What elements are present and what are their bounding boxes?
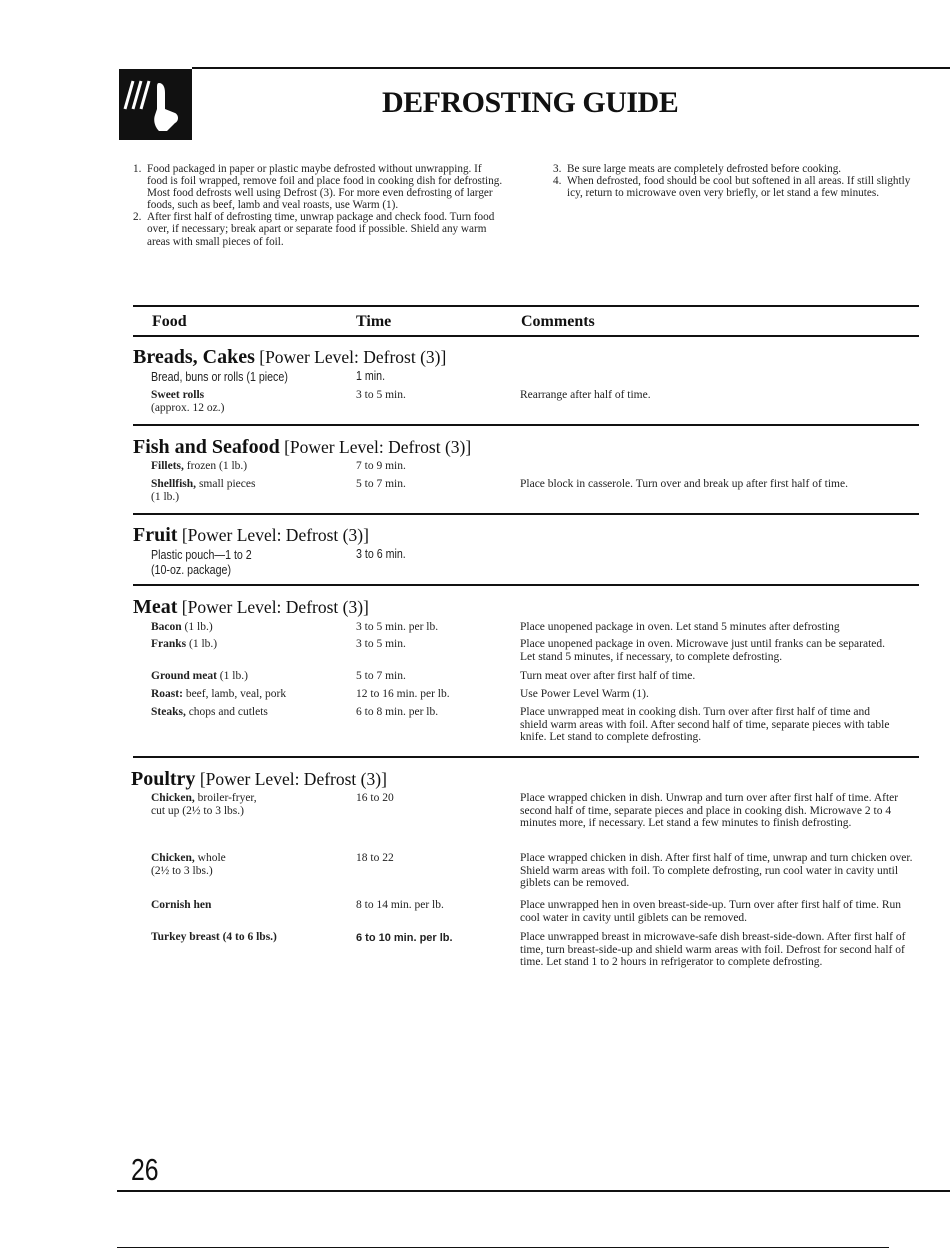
food-detail: (2½ to 3 lbs.) — [151, 865, 213, 877]
intro-text: Be sure large meats are completely defrosted before cooking. — [567, 163, 842, 175]
column-header-food: Food — [152, 313, 187, 330]
food-detail: (1 lb.) — [151, 491, 180, 503]
time-value: 1 min. — [356, 368, 386, 383]
section-rule — [133, 513, 919, 515]
section-power-level: [Power Level: Defrost (3)] — [199, 769, 387, 789]
time-value: 5 to 7 min. — [356, 670, 406, 682]
food-item — [151, 460, 247, 473]
section-name: Fish and Seafood — [133, 436, 280, 458]
time-value: 7 to 9 min. — [356, 460, 406, 472]
comment-text: Place unopened package in oven. Microwave just until franks can be separated. Let stand 5 minutes, if necessary, to complete defrosting. — [520, 638, 885, 663]
comment-text: Place block in casserole. Turn over and break up after first half of time. — [520, 478, 848, 490]
food-item — [151, 688, 286, 701]
page-title: DEFROSTING GUIDE — [382, 86, 679, 119]
bottom-rule — [117, 1247, 889, 1248]
food-name: Franks — [151, 638, 187, 650]
food-detail: (1 lb.) — [181, 621, 213, 633]
intro-num: 2. — [133, 211, 142, 224]
time-value: 5 to 7 min. — [356, 478, 406, 490]
section-rule — [133, 584, 919, 586]
food-name: Plastic pouch—1 to 2 — [151, 547, 252, 562]
time-value: 3 to 6 min. — [356, 546, 406, 561]
food-name: Roast: — [151, 688, 183, 700]
food-detail: beef, lamb, veal, pork — [182, 688, 287, 700]
section-rule — [133, 756, 919, 758]
food-item — [151, 478, 255, 504]
food-detail: cut up (2½ to 3 lbs.) — [151, 805, 244, 817]
intro-text: After first half of defrosting time, unwrap package and check food. Turn food over, if necessary; break apart or separate food if possible. Shield any warm areas with small pieces of foil. — [147, 211, 495, 248]
time-value: 6 to 8 min. per lb. — [356, 706, 439, 718]
footer-rule — [117, 1190, 950, 1192]
intro-item — [553, 163, 923, 175]
food-item — [151, 706, 268, 719]
intro-num: 4. — [553, 175, 562, 188]
time-value: 3 to 5 min. per lb. — [356, 621, 439, 633]
section-title-breads — [133, 346, 446, 369]
hand-pointing-icon — [119, 69, 192, 140]
food-name: Turkey breast (4 to 6 lbs.) — [151, 931, 277, 943]
food-name: Cornish hen — [151, 899, 212, 911]
food-item — [151, 638, 217, 651]
section-name: Fruit — [133, 524, 178, 546]
section-name: Poultry — [131, 768, 196, 790]
comment-text: Place unwrapped meat in cooking dish. Turn over after first half of time and shield warm areas with foil. After second half of time, separate pieces with table knife. Let stand to complete defrosting. — [520, 706, 890, 744]
food-item — [151, 792, 257, 818]
section-name: Breads, Cakes — [133, 346, 255, 368]
time-value: 3 to 5 min. — [356, 389, 406, 401]
food-detail: broiler-fryer, — [194, 792, 257, 804]
intro-num: 3. — [553, 163, 562, 175]
intro-item — [133, 163, 503, 211]
intro-num: 1. — [133, 163, 142, 175]
section-title-meat — [133, 596, 369, 619]
food-item — [151, 899, 211, 912]
section-power-level: [Power Level: Defrost (3)] — [181, 597, 369, 617]
food-detail: (approx. 12 oz.) — [151, 402, 225, 414]
time-value: 12 to 16 min. per lb. — [356, 688, 450, 700]
food-name: Fillets, — [151, 460, 184, 472]
food-item — [151, 389, 224, 415]
food-detail: small pieces — [196, 478, 256, 490]
intro-left — [133, 163, 503, 248]
food-detail: whole — [194, 852, 226, 864]
table-header-rule — [133, 335, 919, 337]
header-rule — [192, 67, 950, 69]
section-title-fish — [133, 436, 471, 459]
food-detail: (1 lb.) — [186, 638, 218, 650]
comment-text: Place wrapped chicken in dish. After first half of time, unwrap and turn chicken over. Shield warm areas with foil. To complete defrosting, run cool water in cavity until giblets can be removed. — [520, 852, 913, 890]
food-name: Chicken, — [151, 852, 195, 864]
section-power-level: [Power Level: Defrost (3)] — [284, 437, 472, 457]
food-detail: chops and cutlets — [185, 706, 268, 718]
intro-text: Food packaged in paper or plastic maybe defrosted without unwrapping. If food is foil wrapped, remove foil and place food in cooking dish for defrosting. Most food defrosts well using Defrost (3). For more even defrosting of larger foods, such as beef, lamb and veal roasts, use Warm (1). — [147, 163, 503, 212]
section-power-level: [Power Level: Defrost (3)] — [181, 525, 369, 545]
food-name: Bacon — [151, 621, 182, 633]
food-item — [151, 621, 213, 634]
food-item: Bread, buns or rolls (1 piece) — [151, 369, 288, 384]
section-title-poultry — [131, 768, 387, 791]
food-item — [151, 547, 252, 577]
intro-right — [553, 163, 923, 199]
comment-text: Place unopened package in oven. Let stand 5 minutes after defrosting — [520, 621, 840, 633]
food-detail: (1 lb.) — [216, 670, 248, 682]
time-value: 3 to 5 min. — [356, 638, 406, 650]
section-rule — [133, 424, 919, 426]
food-detail: (10-oz. package) — [151, 562, 232, 577]
time-value: 6 to 10 min. per lb. — [356, 932, 453, 944]
food-name: Sweet rolls — [151, 389, 205, 401]
food-item — [151, 931, 277, 944]
food-name: Shellfish, — [151, 478, 197, 490]
comment-text: Place unwrapped breast in microwave-safe dish breast-side-down. After first half of time, turn breast-side-up and shield warm areas with foil. Defrost for second half of time. Let stand 1 to 2 hours in refrigerator to complete defrosting. — [520, 931, 906, 969]
food-detail: frozen (1 lb.) — [183, 460, 248, 472]
food-item — [151, 852, 226, 878]
column-header-time: Time — [356, 313, 392, 330]
section-title-fruit — [133, 524, 369, 547]
food-name: Ground meat — [151, 670, 217, 682]
comment-text: Place unwrapped hen in oven breast-side-up. Turn over after first half of time. Run cool water in cavity until giblets can be removed. — [520, 899, 901, 924]
intro-item — [553, 175, 923, 199]
table-top-rule — [133, 305, 919, 307]
time-value: 8 to 14 min. per lb. — [356, 899, 444, 911]
comment-text: Place wrapped chicken in dish. Unwrap and turn over after first half of time. After second half of time, separate pieces and place in cooking dish. Microwave 2 to 4 minutes more, if necessary. Let stand a few minutes to finish defrosting. — [520, 792, 899, 830]
food-name: Chicken, — [151, 792, 195, 804]
intro-text: When defrosted, food should be cool but softened in all areas. If still slightly icy, return to microwave oven very briefly, or let stand a few minutes. — [567, 175, 911, 200]
intro-item — [133, 211, 503, 247]
page-number: 26 — [131, 1152, 159, 1187]
section-name: Meat — [133, 596, 178, 618]
food-item — [151, 670, 248, 683]
column-header-comments: Comments — [521, 313, 595, 330]
comment-text: Use Power Level Warm (1). — [520, 688, 649, 700]
time-value: 18 to 22 — [356, 852, 394, 864]
section-power-level: [Power Level: Defrost (3)] — [259, 347, 447, 367]
comment-text: Rearrange after half of time. — [520, 389, 651, 401]
food-name: Steaks, — [151, 706, 186, 718]
time-value: 16 to 20 — [356, 792, 394, 804]
comment-text: Turn meat over after first half of time. — [520, 670, 696, 682]
